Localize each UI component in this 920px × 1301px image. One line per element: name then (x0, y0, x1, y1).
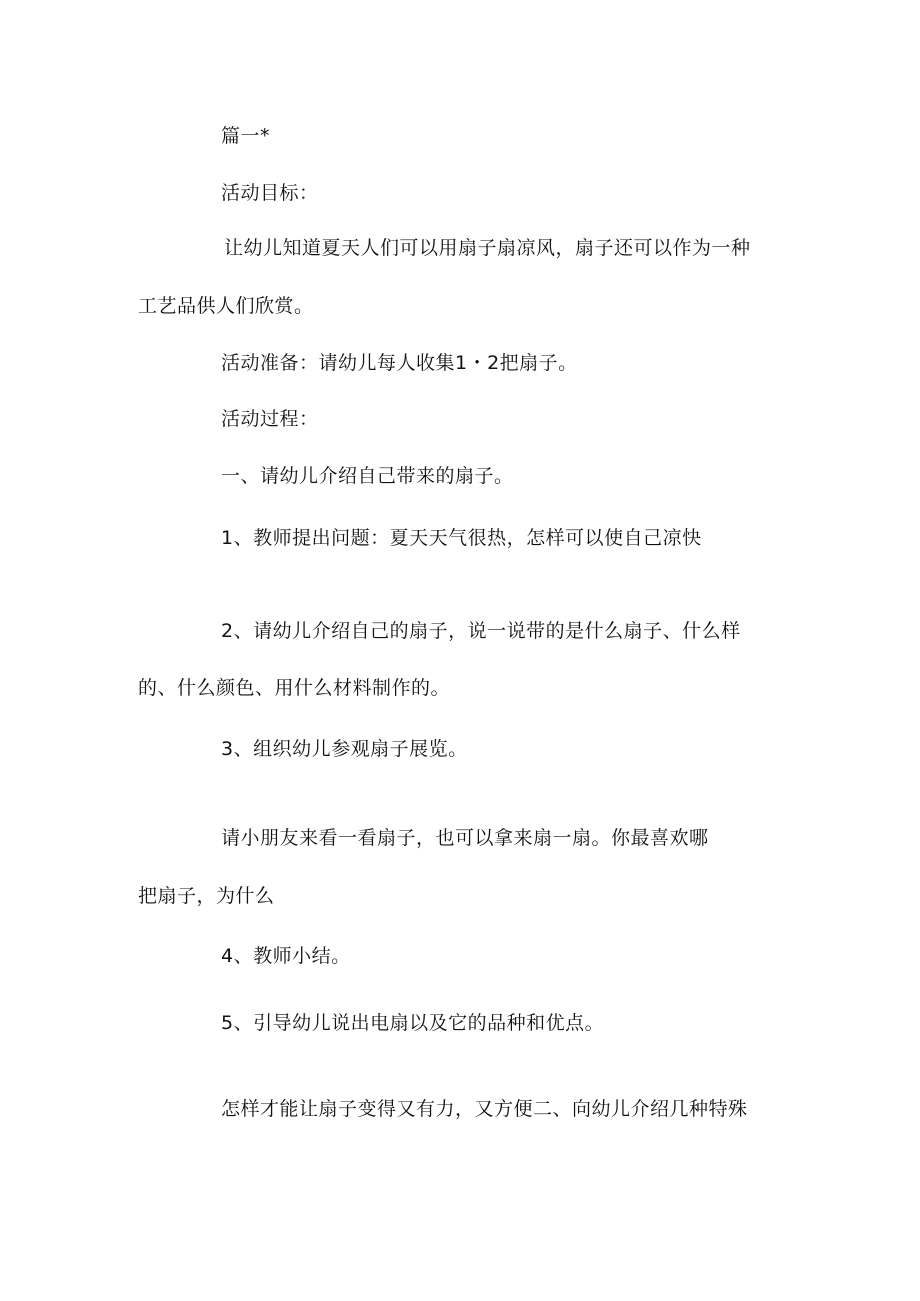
paragraph-line: 把扇子，为什么 (138, 885, 275, 907)
paragraph-line: 的、什么颜色、用什么材料制作的。 (138, 677, 451, 699)
list-item: 4、教师小结。 (221, 945, 351, 967)
list-item: 5、引导幼儿说出电扇以及它的品种和优点。 (221, 1012, 605, 1034)
paragraph-line: 让幼儿知道夏天人们可以用扇子扇凉风，扇子还可以作为一种 (224, 237, 751, 259)
step-heading: 一、请幼儿介绍自己带来的扇子。 (221, 465, 514, 487)
list-item: 3、组织幼儿参观扇子展览。 (221, 738, 468, 760)
activity-goal-heading: 活动目标： (221, 182, 319, 204)
activity-process-heading: 活动过程： (221, 408, 319, 430)
paragraph-line: 怎样才能让扇子变得又有力，又方便二、向幼儿介绍几种特殊 (221, 1098, 748, 1120)
list-item: 2、请幼儿介绍自己的扇子，说一说带的是什么扇子、什么样 (221, 620, 741, 642)
list-item: 1、教师提出问题：夏天天气很热，怎样可以使自己凉快 (221, 527, 702, 549)
paragraph-line: 请小朋友来看一看扇子，也可以拿来扇一扇。你最喜欢哪 (221, 827, 709, 849)
activity-preparation: 活动准备：请幼儿每人收集1・2把扇子。 (221, 352, 578, 374)
paragraph-line: 工艺品供人们欣赏。 (138, 295, 314, 317)
section-heading: 篇一* (221, 125, 271, 147)
